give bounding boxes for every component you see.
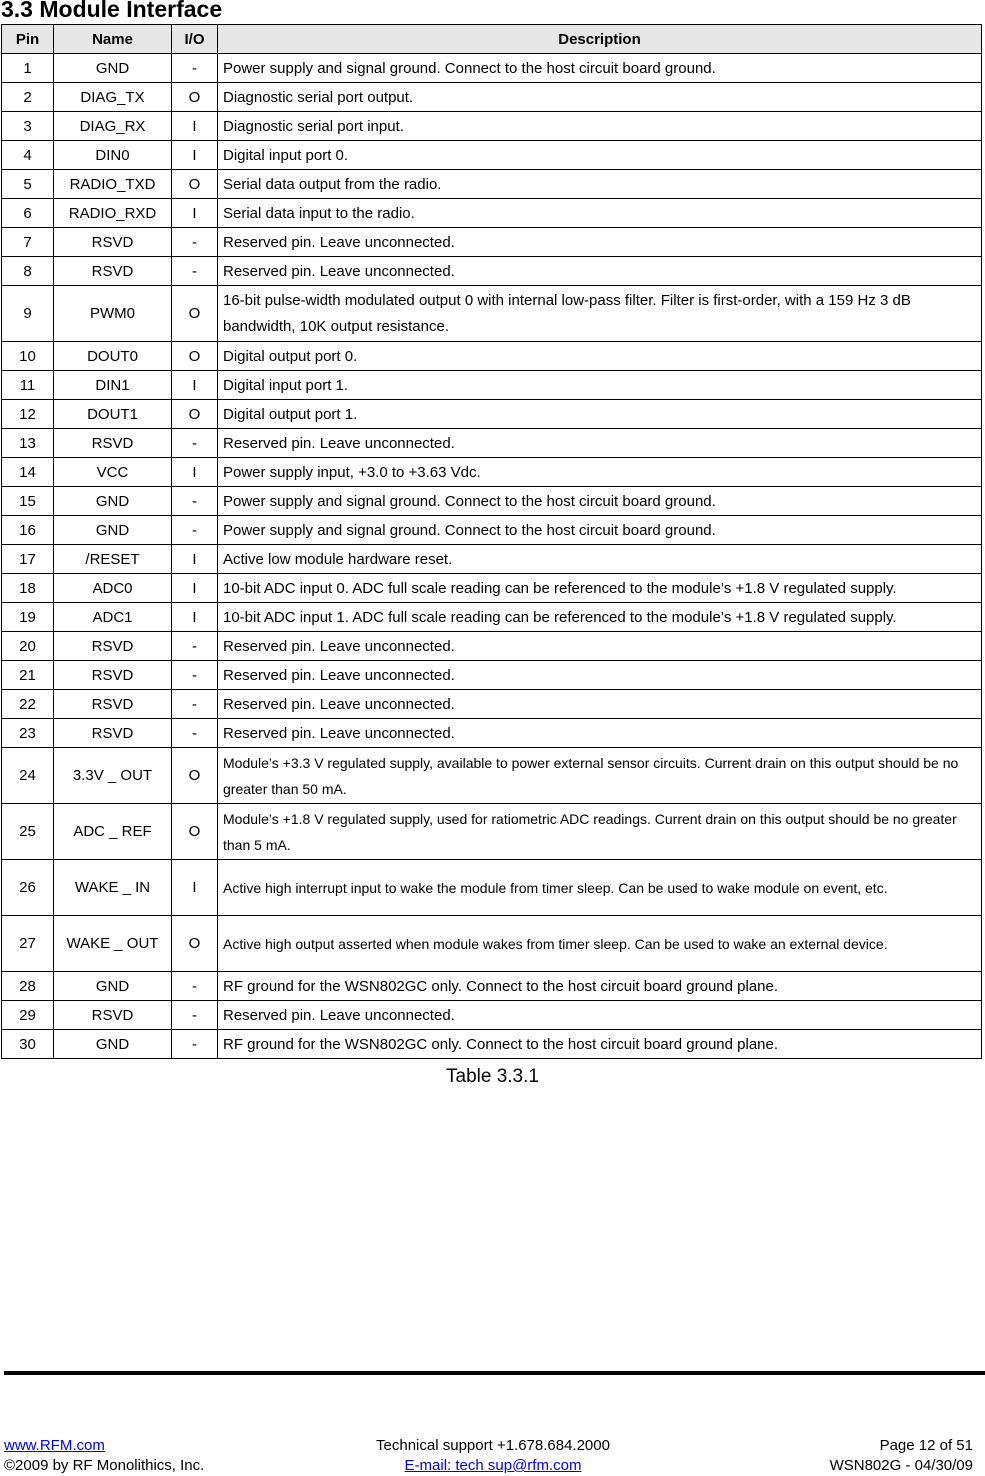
table-row [2, 286, 982, 342]
io-cell: - [172, 690, 218, 719]
description-cell: Module’s +3.3 V regulated supply, available to power external sensor circuits. Current drain on this output should be no greater than 50 mA. [218, 748, 982, 804]
name-cell: RSVD [54, 719, 172, 748]
io-cell: O [172, 804, 218, 860]
pin-cell: 18 [2, 574, 54, 603]
pin-cell: 27 [2, 916, 54, 972]
name-cell: /RESET [54, 545, 172, 574]
io-cell: O [172, 83, 218, 112]
pin-cell: 22 [2, 690, 54, 719]
description-cell: Active low module hardware reset. [218, 545, 982, 574]
io-cell: - [172, 719, 218, 748]
description-cell: Digital input port 0. [218, 141, 982, 170]
pin-cell: 20 [2, 632, 54, 661]
description-cell: RF ground for the WSN802GC only. Connect to the host circuit board ground plane. [218, 1030, 982, 1059]
name-cell: WAKE _ OUT [54, 916, 172, 972]
footer-center [293, 1436, 693, 1476]
table-row [2, 516, 982, 545]
io-cell: O [172, 286, 218, 342]
header-name: Name [54, 25, 172, 54]
table-row [2, 1001, 982, 1030]
description-cell: Serial data output from the radio. [218, 170, 982, 199]
pin-cell: 9 [2, 286, 54, 342]
pin-cell: 8 [2, 257, 54, 286]
name-cell: RSVD [54, 1001, 172, 1030]
name-cell: DOUT1 [54, 400, 172, 429]
io-cell: I [172, 545, 218, 574]
pin-cell: 23 [2, 719, 54, 748]
name-cell: VCC [54, 458, 172, 487]
io-cell: - [172, 54, 218, 83]
table-row [2, 1030, 982, 1059]
io-cell: O [172, 170, 218, 199]
table-row [2, 719, 982, 748]
description-cell: Active high interrupt input to wake the module from timer sleep. Can be used to wake module on event, etc. [218, 860, 982, 916]
table-row [2, 199, 982, 228]
table-row [2, 400, 982, 429]
io-cell: - [172, 1030, 218, 1059]
table-row [2, 371, 982, 400]
name-cell: RSVD [54, 661, 172, 690]
name-cell: ADC _ REF [54, 804, 172, 860]
pin-cell: 11 [2, 371, 54, 400]
pin-cell: 6 [2, 199, 54, 228]
header-io: I/O [172, 25, 218, 54]
footer-right [830, 1436, 973, 1476]
name-cell: GND [54, 972, 172, 1001]
pin-cell: 10 [2, 342, 54, 371]
table-row [2, 690, 982, 719]
pin-cell: 3 [2, 112, 54, 141]
pin-cell: 19 [2, 603, 54, 632]
table-row [2, 170, 982, 199]
description-cell: Digital input port 1. [218, 371, 982, 400]
description-cell: Power supply and signal ground. Connect to the host circuit board ground. [218, 516, 982, 545]
description-cell: Diagnostic serial port input. [218, 112, 982, 141]
description-cell: Reserved pin. Leave unconnected. [218, 257, 982, 286]
description-cell: Reserved pin. Leave unconnected. [218, 228, 982, 257]
name-cell: ADC1 [54, 603, 172, 632]
table-caption: Table 3.3.1 [446, 1066, 539, 1087]
io-cell: I [172, 112, 218, 141]
pin-cell: 24 [2, 748, 54, 804]
website-link[interactable]: www.RFM.com [4, 1437, 105, 1454]
name-cell: RSVD [54, 429, 172, 458]
pin-cell: 29 [2, 1001, 54, 1030]
pin-cell: 4 [2, 141, 54, 170]
table-row [2, 112, 982, 141]
name-cell: ADC0 [54, 574, 172, 603]
name-cell: DIN0 [54, 141, 172, 170]
table-row [2, 916, 982, 972]
io-cell: O [172, 400, 218, 429]
pin-cell: 21 [2, 661, 54, 690]
pin-cell: 7 [2, 228, 54, 257]
table-row [2, 545, 982, 574]
description-cell: 16-bit pulse-width modulated output 0 with internal low-pass filter. Filter is first-order, with a 159 Hz 3 dB bandwidth, 10K output resistance. [218, 286, 982, 342]
io-cell: I [172, 603, 218, 632]
table-row [2, 458, 982, 487]
io-cell: O [172, 342, 218, 371]
name-cell: 3.3V _ OUT [54, 748, 172, 804]
pin-cell: 12 [2, 400, 54, 429]
description-cell: Power supply and signal ground. Connect to the host circuit board ground. [218, 54, 982, 83]
io-cell: - [172, 632, 218, 661]
section-title: 3.3 Module Interface [1, 0, 223, 22]
io-cell: I [172, 860, 218, 916]
io-cell: - [172, 429, 218, 458]
table-row [2, 487, 982, 516]
name-cell: GND [54, 487, 172, 516]
name-cell: DIN1 [54, 371, 172, 400]
pin-cell: 17 [2, 545, 54, 574]
table-row [2, 860, 982, 916]
table-row [2, 429, 982, 458]
io-cell: I [172, 458, 218, 487]
name-cell: GND [54, 516, 172, 545]
io-cell: O [172, 748, 218, 804]
name-cell: RSVD [54, 228, 172, 257]
pin-cell: 1 [2, 54, 54, 83]
table-header-row [2, 25, 982, 54]
io-cell: - [172, 661, 218, 690]
page-number: Page 12 of 51 [879, 1437, 973, 1454]
pin-cell: 28 [2, 972, 54, 1001]
description-cell: Reserved pin. Leave unconnected. [218, 661, 982, 690]
io-cell: - [172, 972, 218, 1001]
table-row [2, 342, 982, 371]
description-cell: RF ground for the WSN802GC only. Connect to the host circuit board ground plane. [218, 972, 982, 1001]
description-cell: Module’s +1.8 V regulated supply, used for ratiometric ADC readings. Current drain on this output should be no greater than 5 mA. [218, 804, 982, 860]
description-cell: Reserved pin. Leave unconnected. [218, 429, 982, 458]
io-cell: - [172, 487, 218, 516]
description-cell: Digital output port 0. [218, 342, 982, 371]
name-cell: PWM0 [54, 286, 172, 342]
header-pin: Pin [2, 25, 54, 54]
name-cell: WAKE _ IN [54, 860, 172, 916]
pin-cell: 16 [2, 516, 54, 545]
description-cell: Reserved pin. Leave unconnected. [218, 1001, 982, 1030]
table-row [2, 228, 982, 257]
table-row [2, 141, 982, 170]
io-cell: I [172, 574, 218, 603]
support-phone: Technical support +1.678.684.2000 [376, 1437, 610, 1454]
name-cell: GND [54, 1030, 172, 1059]
table-row [2, 574, 982, 603]
header-description: Description [218, 25, 982, 54]
name-cell: RSVD [54, 690, 172, 719]
description-cell: Active high output asserted when module wakes from timer sleep. Can be used to wake an external device. [218, 916, 982, 972]
table-row [2, 804, 982, 860]
description-cell: Reserved pin. Leave unconnected. [218, 690, 982, 719]
description-cell: 10-bit ADC input 1. ADC full scale reading can be referenced to the module’s +1.8 V regulated supply. [218, 603, 982, 632]
description-cell: Power supply and signal ground. Connect to the host circuit board ground. [218, 487, 982, 516]
table-row [2, 257, 982, 286]
name-cell: RADIO_TXD [54, 170, 172, 199]
support-email-link[interactable]: E-mail: tech sup@rfm.com [404, 1457, 582, 1474]
name-cell: DIAG_TX [54, 83, 172, 112]
description-cell: 10-bit ADC input 0. ADC full scale reading can be referenced to the module’s +1.8 V regulated supply. [218, 574, 982, 603]
pin-cell: 5 [2, 170, 54, 199]
pin-cell: 30 [2, 1030, 54, 1059]
table-row [2, 972, 982, 1001]
description-cell: Diagnostic serial port output. [218, 83, 982, 112]
name-cell: RSVD [54, 257, 172, 286]
copyright-text: ©2009 by RF Monolithics, Inc. [4, 1457, 205, 1474]
footer-left [4, 1436, 204, 1476]
io-cell: - [172, 257, 218, 286]
pin-cell: 25 [2, 804, 54, 860]
footer-rule [4, 1371, 985, 1375]
table-row [2, 603, 982, 632]
io-cell: - [172, 516, 218, 545]
name-cell: DOUT0 [54, 342, 172, 371]
description-cell: Reserved pin. Leave unconnected. [218, 719, 982, 748]
description-cell: Power supply input, +3.0 to +3.63 Vdc. [218, 458, 982, 487]
description-cell: Serial data input to the radio. [218, 199, 982, 228]
pin-cell: 2 [2, 83, 54, 112]
description-cell: Digital output port 1. [218, 400, 982, 429]
name-cell: DIAG_RX [54, 112, 172, 141]
pin-cell: 14 [2, 458, 54, 487]
name-cell: GND [54, 54, 172, 83]
io-cell: - [172, 228, 218, 257]
pin-cell: 26 [2, 860, 54, 916]
table-row [2, 661, 982, 690]
table-row [2, 748, 982, 804]
document-id: WSN802G - 04/30/09 [829, 1457, 973, 1474]
io-cell: O [172, 916, 218, 972]
description-cell: Reserved pin. Leave unconnected. [218, 632, 982, 661]
module-interface-table [1, 24, 982, 1059]
io-cell: I [172, 199, 218, 228]
pin-cell: 15 [2, 487, 54, 516]
io-cell: - [172, 1001, 218, 1030]
table-row [2, 54, 982, 83]
name-cell: RADIO_RXD [54, 199, 172, 228]
table-row [2, 83, 982, 112]
table-row [2, 632, 982, 661]
name-cell: RSVD [54, 632, 172, 661]
io-cell: I [172, 371, 218, 400]
pin-cell: 13 [2, 429, 54, 458]
io-cell: I [172, 141, 218, 170]
